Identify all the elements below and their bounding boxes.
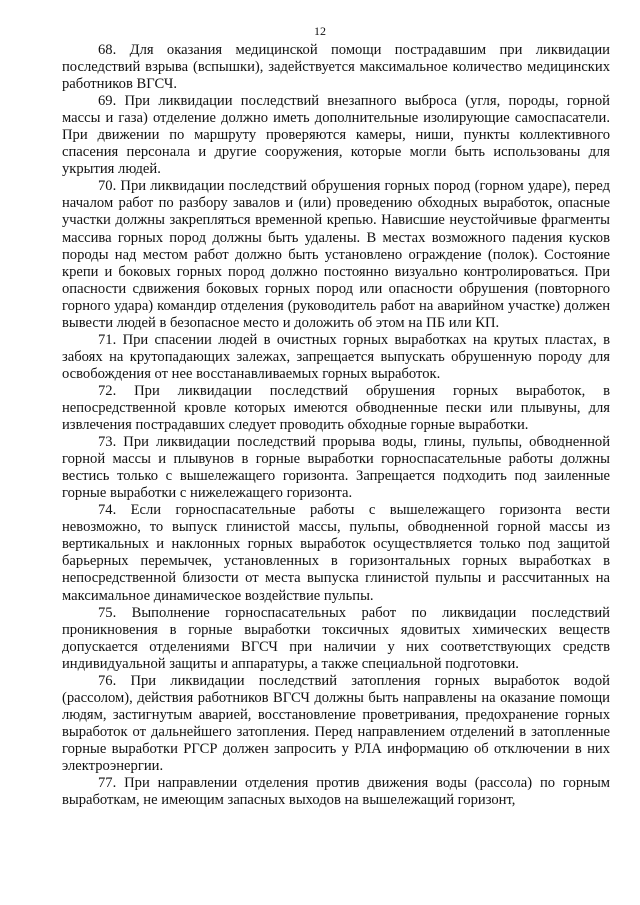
- paragraph-72: 72. При ликвидации последствий обрушения горных выработок, в непосредственной кровле которых имеются обводненные пески или плывуны, для извлечения пострадавших следует проводить обходные горные выработки.: [62, 382, 610, 434]
- paragraph-70: 70. При ликвидации последствий обрушения горных пород (горном ударе), перед началом работ по разбору завалов и (или) проведению обходных выработок, опасные участки должны закрепляться временной крепью. Нависшие неустойчивые фрагменты массива горных пород должны быть удалены. В местах возможного падения кусков породы над местом работ должно быть установлено ограждение (полок). Состояние крепи и боковых горных пород должно постоянно визуально контролироваться. При опасности сдвижения боковых горных пород или опасности обрушения (повторного горного удара) командир отделения (руководитель работ на аварийном участке) должен вывести людей в безопасное место и доложить об этом на ПБ или КП.: [62, 178, 610, 331]
- paragraph-68: 68. Для оказания медицинской помощи пострадавшим при ликвидации последствий взрыва (вспышки), задействуется максимальное количество медицинских работников ВГСЧ.: [62, 42, 610, 93]
- paragraph-73: 73. При ликвидации последствий прорыва воды, глины, пульпы, обводненной горной массы и плывунов в горные выработки горноспасательные работы должны вестись только с вышележащего горизонта. Запрещается подходить под заиленные горные выработки с нижележащего горизонта.: [62, 434, 610, 502]
- paragraph-71: 71. При спасении людей в очистных горных выработках на крутых пластах, в забоях на крутопадающих залежах, запрещается выпускать обрушенную породу для освобождения от нее восстанавливаемых горных выработок.: [62, 331, 610, 382]
- paragraph-77: 77. При направлении отделения против движения воды (рассола) по горным выработкам, не имеющим запасных выходов на вышележащий горизонт,: [62, 775, 610, 809]
- paragraph-69: 69. При ликвидации последствий внезапного выброса (угля, породы, горной массы и газа) отделение должно иметь дополнительные изолирующие самоспасатели. При движении по маршруту проверяются камеры, ниши, пункты коллективного спасения персонала и другие сооружения, которые могли быть использованы для укрытия людей.: [62, 93, 610, 178]
- paragraph-75: 75. Выполнение горноспасательных работ по ликвидации последствий проникновения в горные выработки токсичных ядовитых химических веществ допускается отделениями ВГСЧ при наличии у них соответствующих средств индивидуальной защиты и аппаратуры, а также специальной подготовки.: [62, 604, 610, 672]
- document-body: [62, 42, 610, 809]
- paragraph-76: 76. При ликвидации последствий затопления горных выработок водой (рассолом), действия работников ВГСЧ должны быть направлены на оказание помощи людям, застигнутым аварией, восстановление проветривания, предохранение горных выработок от дальнейшего затопления. Перед направлением отделений в затопленные горные выработки РГСР должен запросить у РЛА информацию об отключении в них электроэнергии.: [62, 672, 610, 774]
- page-number: 12: [314, 24, 326, 38]
- paragraph-74: 74. Если горноспасательные работы с вышележащего горизонта вести невозможно, то выпуск глинистой массы, пульпы, обводненной горной массы из вертикальных и наклонных горных выработок осуществляется только под защитой барьерных перемычек, установленных в горизонтальных горных выработках в непосредственной близости от места выпуска глинистой пульпы и рассчитанных на максимальное динамическое воздействие пульпы.: [62, 502, 610, 604]
